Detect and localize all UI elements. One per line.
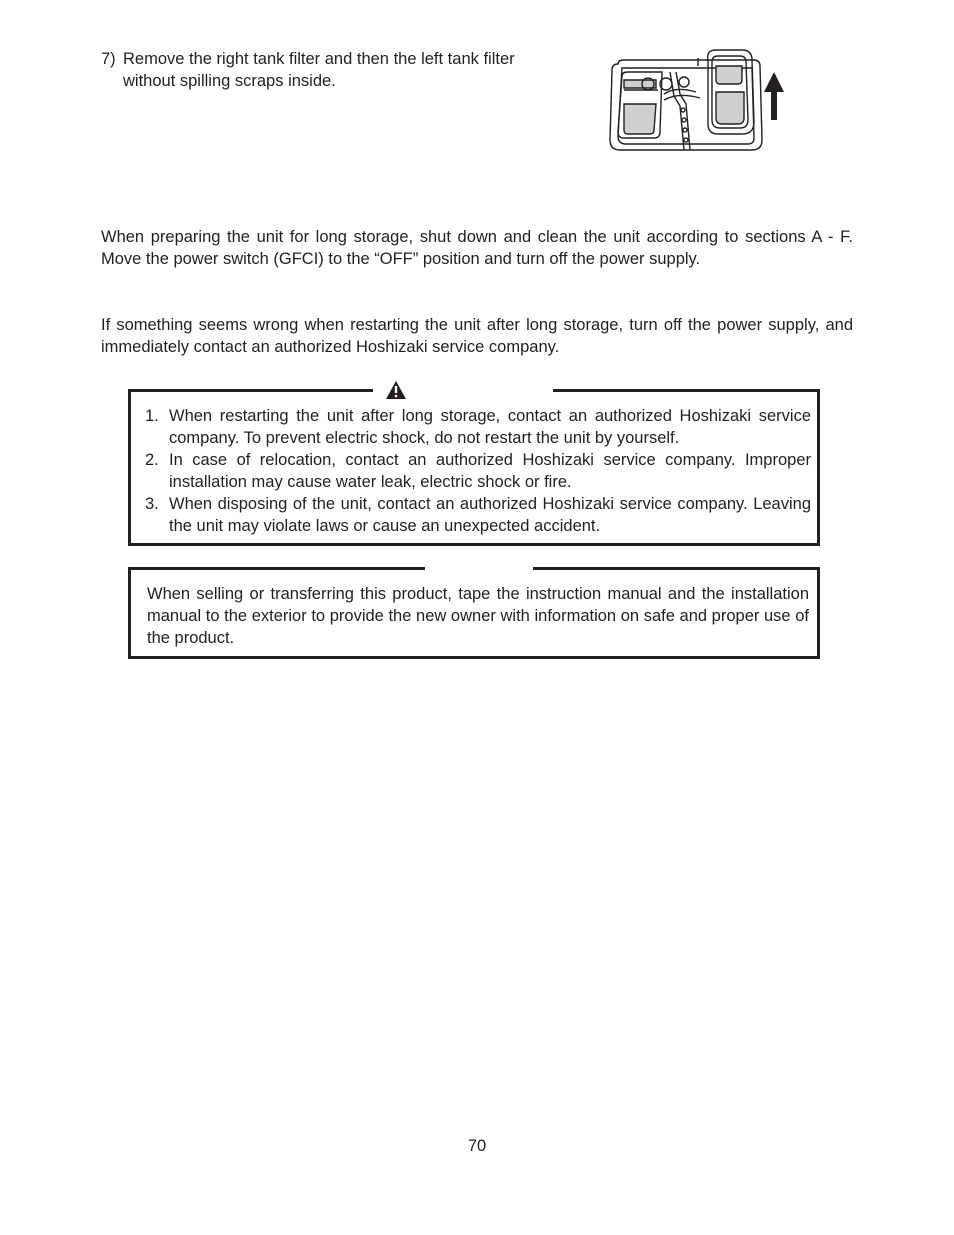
warning-box <box>128 389 820 546</box>
warning-item-text: In case of relocation, contact an authorized Hoshizaki service company. Improper installation may cause water leak, electric shock or fire. <box>169 451 811 491</box>
notice-header-gap <box>425 566 533 572</box>
warning-item-2 <box>145 449 811 493</box>
notice-text: When selling or transferring this product, tape the instruction manual and the installation manual to the exterior to provide the new owner with information on safe and proper use of the product. <box>147 585 809 647</box>
warning-item-number: 1. <box>145 407 159 425</box>
warning-item-number: 3. <box>145 495 159 513</box>
step-text: Remove the right tank filter and then the left tank filter without spilling scraps inside. <box>123 50 515 90</box>
warning-item-3 <box>145 493 811 537</box>
warning-item-text: When disposing of the unit, contact an authorized Hoshizaki service company. Leaving the unit may violate laws or cause an unexpected accident. <box>169 495 811 535</box>
warning-item-1 <box>145 405 811 449</box>
step-7 <box>101 48 521 92</box>
warning-item-text: When restarting the unit after long storage, contact an authorized Hoshizaki service company. To prevent electric shock, do not restart the unit by yourself. <box>169 407 811 447</box>
storage-paragraph-1: When preparing the unit for long storage, shut down and clean the unit according to sections A - F. Move the power switch (GFCI) to the “OFF” position and turn off the power supply. <box>101 228 853 268</box>
page-number: 70 <box>467 1137 487 1155</box>
warning-item-number: 2. <box>145 451 159 469</box>
storage-paragraph-2: If something seems wrong when restarting the unit after long storage, turn off the power supply, and immediately contact an authorized Hoshizaki service company. <box>101 316 853 356</box>
warning-triangle-icon <box>385 380 407 400</box>
up-arrow-icon <box>764 72 784 120</box>
tank-filter-removal-illustration <box>604 46 790 156</box>
notice-box <box>128 567 820 659</box>
warning-list <box>145 405 811 537</box>
step-number: 7) <box>101 50 116 68</box>
